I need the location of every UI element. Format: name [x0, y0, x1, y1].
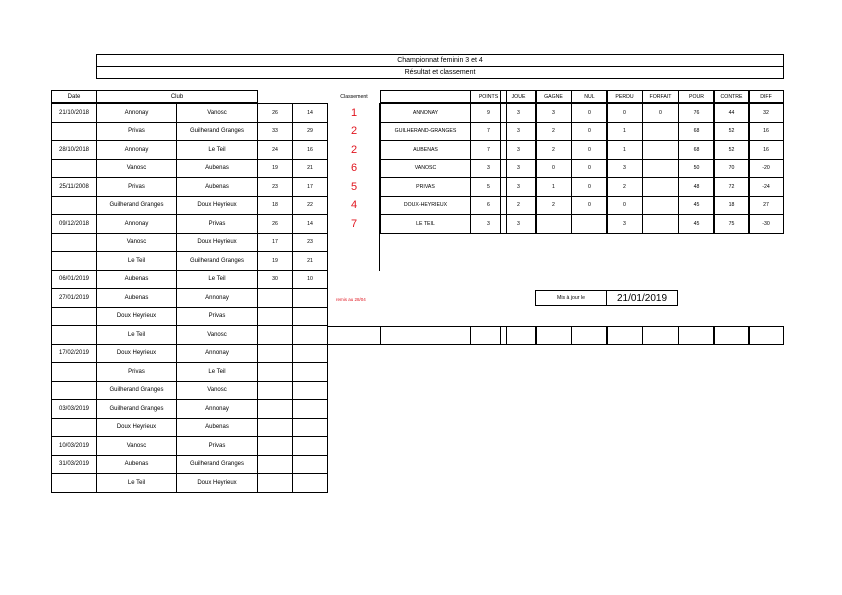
standings-cell-g: 2 — [535, 196, 572, 216]
standings-cell-contre: 70 — [713, 159, 750, 179]
standings-cell-p: 2 — [606, 177, 643, 197]
standings-header-cell: DIFF — [748, 90, 784, 103]
standings-cell-n: 0 — [571, 159, 608, 179]
match-score-home — [257, 473, 293, 493]
standings-header-cell: FORFAIT — [642, 90, 679, 103]
update-date: 21/01/2019 — [606, 290, 678, 306]
match-score-away: 17 — [292, 177, 328, 197]
match-home-team: Annonay — [96, 103, 177, 123]
match-away-team: Guilherand Granges — [176, 455, 258, 475]
standings-team: PRIVAS — [380, 177, 471, 197]
match-away-team: Guilherand Granges — [176, 251, 258, 271]
standings-cell-pour: 50 — [678, 159, 715, 179]
match-away-team: Annonay — [176, 344, 258, 364]
standings-cell-j: 2 — [500, 196, 537, 216]
match-home-team: Vanosc — [96, 159, 177, 179]
match-home-team: Aubenas — [96, 455, 177, 475]
match-date — [51, 307, 97, 327]
standings-cell-j: 3 — [500, 103, 537, 123]
match-away-team: Doux Heyrieux — [176, 196, 258, 216]
standings-cell-p: 0 — [606, 103, 643, 123]
match-score-away: 23 — [292, 233, 328, 253]
standings-cell-f — [642, 196, 679, 216]
match-score-home: 23 — [257, 177, 293, 197]
match-score-away: 16 — [292, 140, 328, 160]
standings-cell-diff: -30 — [748, 214, 784, 234]
match-date — [51, 159, 97, 179]
header-team-blank — [380, 90, 471, 103]
standings-team: VANOSC — [380, 159, 471, 179]
standings-cell-pour: 68 — [678, 140, 715, 160]
match-home-team: Le Teil — [96, 473, 177, 493]
match-score-home: 18 — [257, 196, 293, 216]
rank-number: 5 — [350, 180, 358, 193]
standings-header-cell: CONTRE — [713, 90, 750, 103]
match-date: 25/11/2008 — [51, 177, 97, 197]
match-date — [51, 381, 97, 401]
match-date — [51, 325, 97, 345]
standings-cell-n: 0 — [571, 196, 608, 216]
match-home-team: Privas — [96, 122, 177, 142]
match-score-away — [292, 381, 328, 401]
match-home-team: Guilherand Granges — [96, 196, 177, 216]
match-home-team: Privas — [96, 362, 177, 382]
standings-cell-diff: 16 — [748, 140, 784, 160]
match-score-home: 33 — [257, 122, 293, 142]
match-score-away — [292, 399, 328, 419]
match-away-team: Privas — [176, 307, 258, 327]
standings-cell-pts: 9 — [470, 103, 507, 123]
standings-cell-p: 3 — [606, 159, 643, 179]
match-date: 03/03/2019 — [51, 399, 97, 419]
match-score-away — [292, 473, 328, 493]
match-home-team: Le Teil — [96, 325, 177, 345]
match-score-away — [292, 418, 328, 438]
rank-number: 7 — [350, 217, 358, 230]
match-score-away — [292, 307, 328, 327]
standings-cell-g: 2 — [535, 122, 572, 142]
rank-number: 2 — [350, 125, 358, 138]
rank-number: 4 — [350, 199, 358, 212]
standings-team: ANNONAY — [380, 103, 471, 123]
match-score-home: 19 — [257, 251, 293, 271]
standings-cell-f — [642, 122, 679, 142]
match-home-team: Aubenas — [96, 270, 177, 290]
match-score-away: 21 — [292, 159, 328, 179]
match-score-home — [257, 436, 293, 456]
match-date — [51, 418, 97, 438]
match-home-team: Annonay — [96, 214, 177, 234]
match-date: 06/01/2019 — [51, 270, 97, 290]
match-date — [51, 473, 97, 493]
match-away-team: Aubenas — [176, 177, 258, 197]
standings-cell-pts: 5 — [470, 177, 507, 197]
empty-cell — [571, 326, 608, 345]
standings-cell-n: 0 — [571, 122, 608, 142]
standings-cell-g: 2 — [535, 140, 572, 160]
empty-cell — [748, 326, 784, 345]
match-home-team: Doux Heyrieux — [96, 344, 177, 364]
rank-number: 1 — [350, 106, 358, 119]
match-away-team: Aubenas — [176, 159, 258, 179]
match-score-home: 17 — [257, 233, 293, 253]
match-score-home — [257, 307, 293, 327]
standings-cell-pts: 6 — [470, 196, 507, 216]
standings-cell-contre: 44 — [713, 103, 750, 123]
match-score-away: 21 — [292, 251, 328, 271]
match-date — [51, 251, 97, 271]
standings-team: AUBENAS — [380, 140, 471, 160]
match-score-home — [257, 455, 293, 475]
match-score-home: 26 — [257, 103, 293, 123]
standings-cell-pour: 76 — [678, 103, 715, 123]
rank-column-border — [379, 103, 380, 271]
rank-number: 6 — [350, 162, 358, 175]
standings-cell-p: 1 — [606, 122, 643, 142]
match-away-team: Le Teil — [176, 270, 258, 290]
standings-cell-contre: 18 — [713, 196, 750, 216]
standings-header-cell: JOUE — [500, 90, 537, 103]
match-away-team: Privas — [176, 436, 258, 456]
match-date: 28/10/2018 — [51, 140, 97, 160]
standings-team: GUILHERAND-GRANGES — [380, 122, 471, 142]
standings-cell-j: 3 — [500, 122, 537, 142]
match-away-team: Vanosc — [176, 325, 258, 345]
standings-cell-pour: 45 — [678, 214, 715, 234]
standings-cell-p: 1 — [606, 140, 643, 160]
postponed-note: remis au 28/04 — [336, 296, 366, 302]
header-date: Date — [51, 90, 97, 103]
match-score-home — [257, 288, 293, 308]
standings-cell-contre: 52 — [713, 140, 750, 160]
page-subtitle: Résultat et classement — [96, 66, 784, 79]
standings-cell-contre: 72 — [713, 177, 750, 197]
header-club: Club — [96, 90, 258, 103]
standings-cell-g: 0 — [535, 159, 572, 179]
empty-cell — [500, 326, 537, 345]
standings-cell-diff: 27 — [748, 196, 784, 216]
match-score-home — [257, 344, 293, 364]
match-away-team: Doux Heyrieux — [176, 473, 258, 493]
match-away-team: Annonay — [176, 399, 258, 419]
match-home-team: Doux Heyrieux — [96, 418, 177, 438]
match-date: 31/03/2019 — [51, 455, 97, 475]
standings-cell-pts: 3 — [470, 159, 507, 179]
match-score-home — [257, 399, 293, 419]
match-home-team: Guilherand Granges — [96, 381, 177, 401]
standings-cell-n — [571, 214, 608, 234]
standings-cell-n: 0 — [571, 103, 608, 123]
standings-cell-diff: -24 — [748, 177, 784, 197]
match-score-away: 14 — [292, 214, 328, 234]
standings-cell-j: 3 — [500, 140, 537, 160]
empty-cell — [678, 326, 715, 345]
match-away-team: Privas — [176, 214, 258, 234]
update-label: Mis à jour le — [535, 290, 607, 306]
standings-cell-pts: 3 — [470, 214, 507, 234]
standings-cell-pts: 7 — [470, 122, 507, 142]
standings-cell-p: 0 — [606, 196, 643, 216]
standings-cell-contre: 52 — [713, 122, 750, 142]
match-away-team: Doux Heyrieux — [176, 233, 258, 253]
match-date: 10/03/2019 — [51, 436, 97, 456]
match-away-team: Annonay — [176, 288, 258, 308]
match-home-team: Vanosc — [96, 233, 177, 253]
empty-cell — [535, 326, 572, 345]
standings-cell-pour: 68 — [678, 122, 715, 142]
match-date: 21/10/2018 — [51, 103, 97, 123]
standings-cell-f: 0 — [642, 103, 679, 123]
empty-cell — [606, 326, 643, 345]
empty-cell — [642, 326, 679, 345]
standings-cell-n: 0 — [571, 177, 608, 197]
standings-cell-pts: 7 — [470, 140, 507, 160]
standings-cell-j: 3 — [500, 214, 537, 234]
standings-cell-f — [642, 140, 679, 160]
standings-header-cell: PERDU — [606, 90, 643, 103]
match-score-away — [292, 436, 328, 456]
match-away-team: Aubenas — [176, 418, 258, 438]
empty-cell — [713, 326, 750, 345]
standings-header-cell: POINTS — [470, 90, 507, 103]
standings-cell-pour: 48 — [678, 177, 715, 197]
standings-cell-f — [642, 177, 679, 197]
standings-cell-p: 3 — [606, 214, 643, 234]
standings-cell-contre: 75 — [713, 214, 750, 234]
match-date — [51, 122, 97, 142]
match-away-team: Vanosc — [176, 381, 258, 401]
match-score-away: 14 — [292, 103, 328, 123]
rank-number: 2 — [350, 143, 358, 156]
match-score-home: 30 — [257, 270, 293, 290]
match-away-team: Le Teil — [176, 362, 258, 382]
match-date — [51, 196, 97, 216]
standings-cell-g: 3 — [535, 103, 572, 123]
match-date: 27/01/2019 — [51, 288, 97, 308]
standings-cell-diff: -20 — [748, 159, 784, 179]
match-home-team: Le Teil — [96, 251, 177, 271]
match-score-away — [292, 288, 328, 308]
page-title: Championnat feminin 3 et 4 — [96, 54, 784, 67]
match-away-team: Vanosc — [176, 103, 258, 123]
standings-cell-pour: 45 — [678, 196, 715, 216]
standings-header-cell: GAGNE — [535, 90, 572, 103]
match-away-team: Guilherand Granges — [176, 122, 258, 142]
match-home-team: Aubenas — [96, 288, 177, 308]
match-score-away — [292, 344, 328, 364]
header-classement: Classement — [340, 93, 368, 100]
standings-cell-g — [535, 214, 572, 234]
standings-cell-n: 0 — [571, 140, 608, 160]
match-score-home: 24 — [257, 140, 293, 160]
match-score-home — [257, 381, 293, 401]
standings-header-cell: NUL — [571, 90, 608, 103]
standings-team: DOUX-HEYRIEUX — [380, 196, 471, 216]
match-score-away: 29 — [292, 122, 328, 142]
match-home-team: Doux Heyrieux — [96, 307, 177, 327]
match-score-home — [257, 362, 293, 382]
standings-cell-f — [642, 214, 679, 234]
match-home-team: Privas — [96, 177, 177, 197]
match-score-away — [292, 362, 328, 382]
standings-team: LE TEIL — [380, 214, 471, 234]
match-date: 09/12/2018 — [51, 214, 97, 234]
match-home-team: Vanosc — [96, 436, 177, 456]
standings-cell-j: 3 — [500, 159, 537, 179]
match-date: 17/02/2019 — [51, 344, 97, 364]
standings-cell-f — [642, 159, 679, 179]
match-score-away: 10 — [292, 270, 328, 290]
match-date — [51, 233, 97, 253]
match-score-away — [292, 455, 328, 475]
match-date — [51, 362, 97, 382]
match-score-away: 22 — [292, 196, 328, 216]
standings-cell-diff: 32 — [748, 103, 784, 123]
standings-cell-diff: 16 — [748, 122, 784, 142]
match-score-home — [257, 418, 293, 438]
match-score-home: 26 — [257, 214, 293, 234]
standings-cell-j: 3 — [500, 177, 537, 197]
standings-cell-g: 1 — [535, 177, 572, 197]
empty-cell — [327, 326, 381, 345]
standings-header-cell: POUR — [678, 90, 715, 103]
empty-cell — [380, 326, 471, 345]
match-score-home — [257, 325, 293, 345]
match-score-home: 19 — [257, 159, 293, 179]
match-home-team: Annonay — [96, 140, 177, 160]
match-home-team: Guilherand Granges — [96, 399, 177, 419]
match-score-away — [292, 325, 328, 345]
match-away-team: Le Teil — [176, 140, 258, 160]
